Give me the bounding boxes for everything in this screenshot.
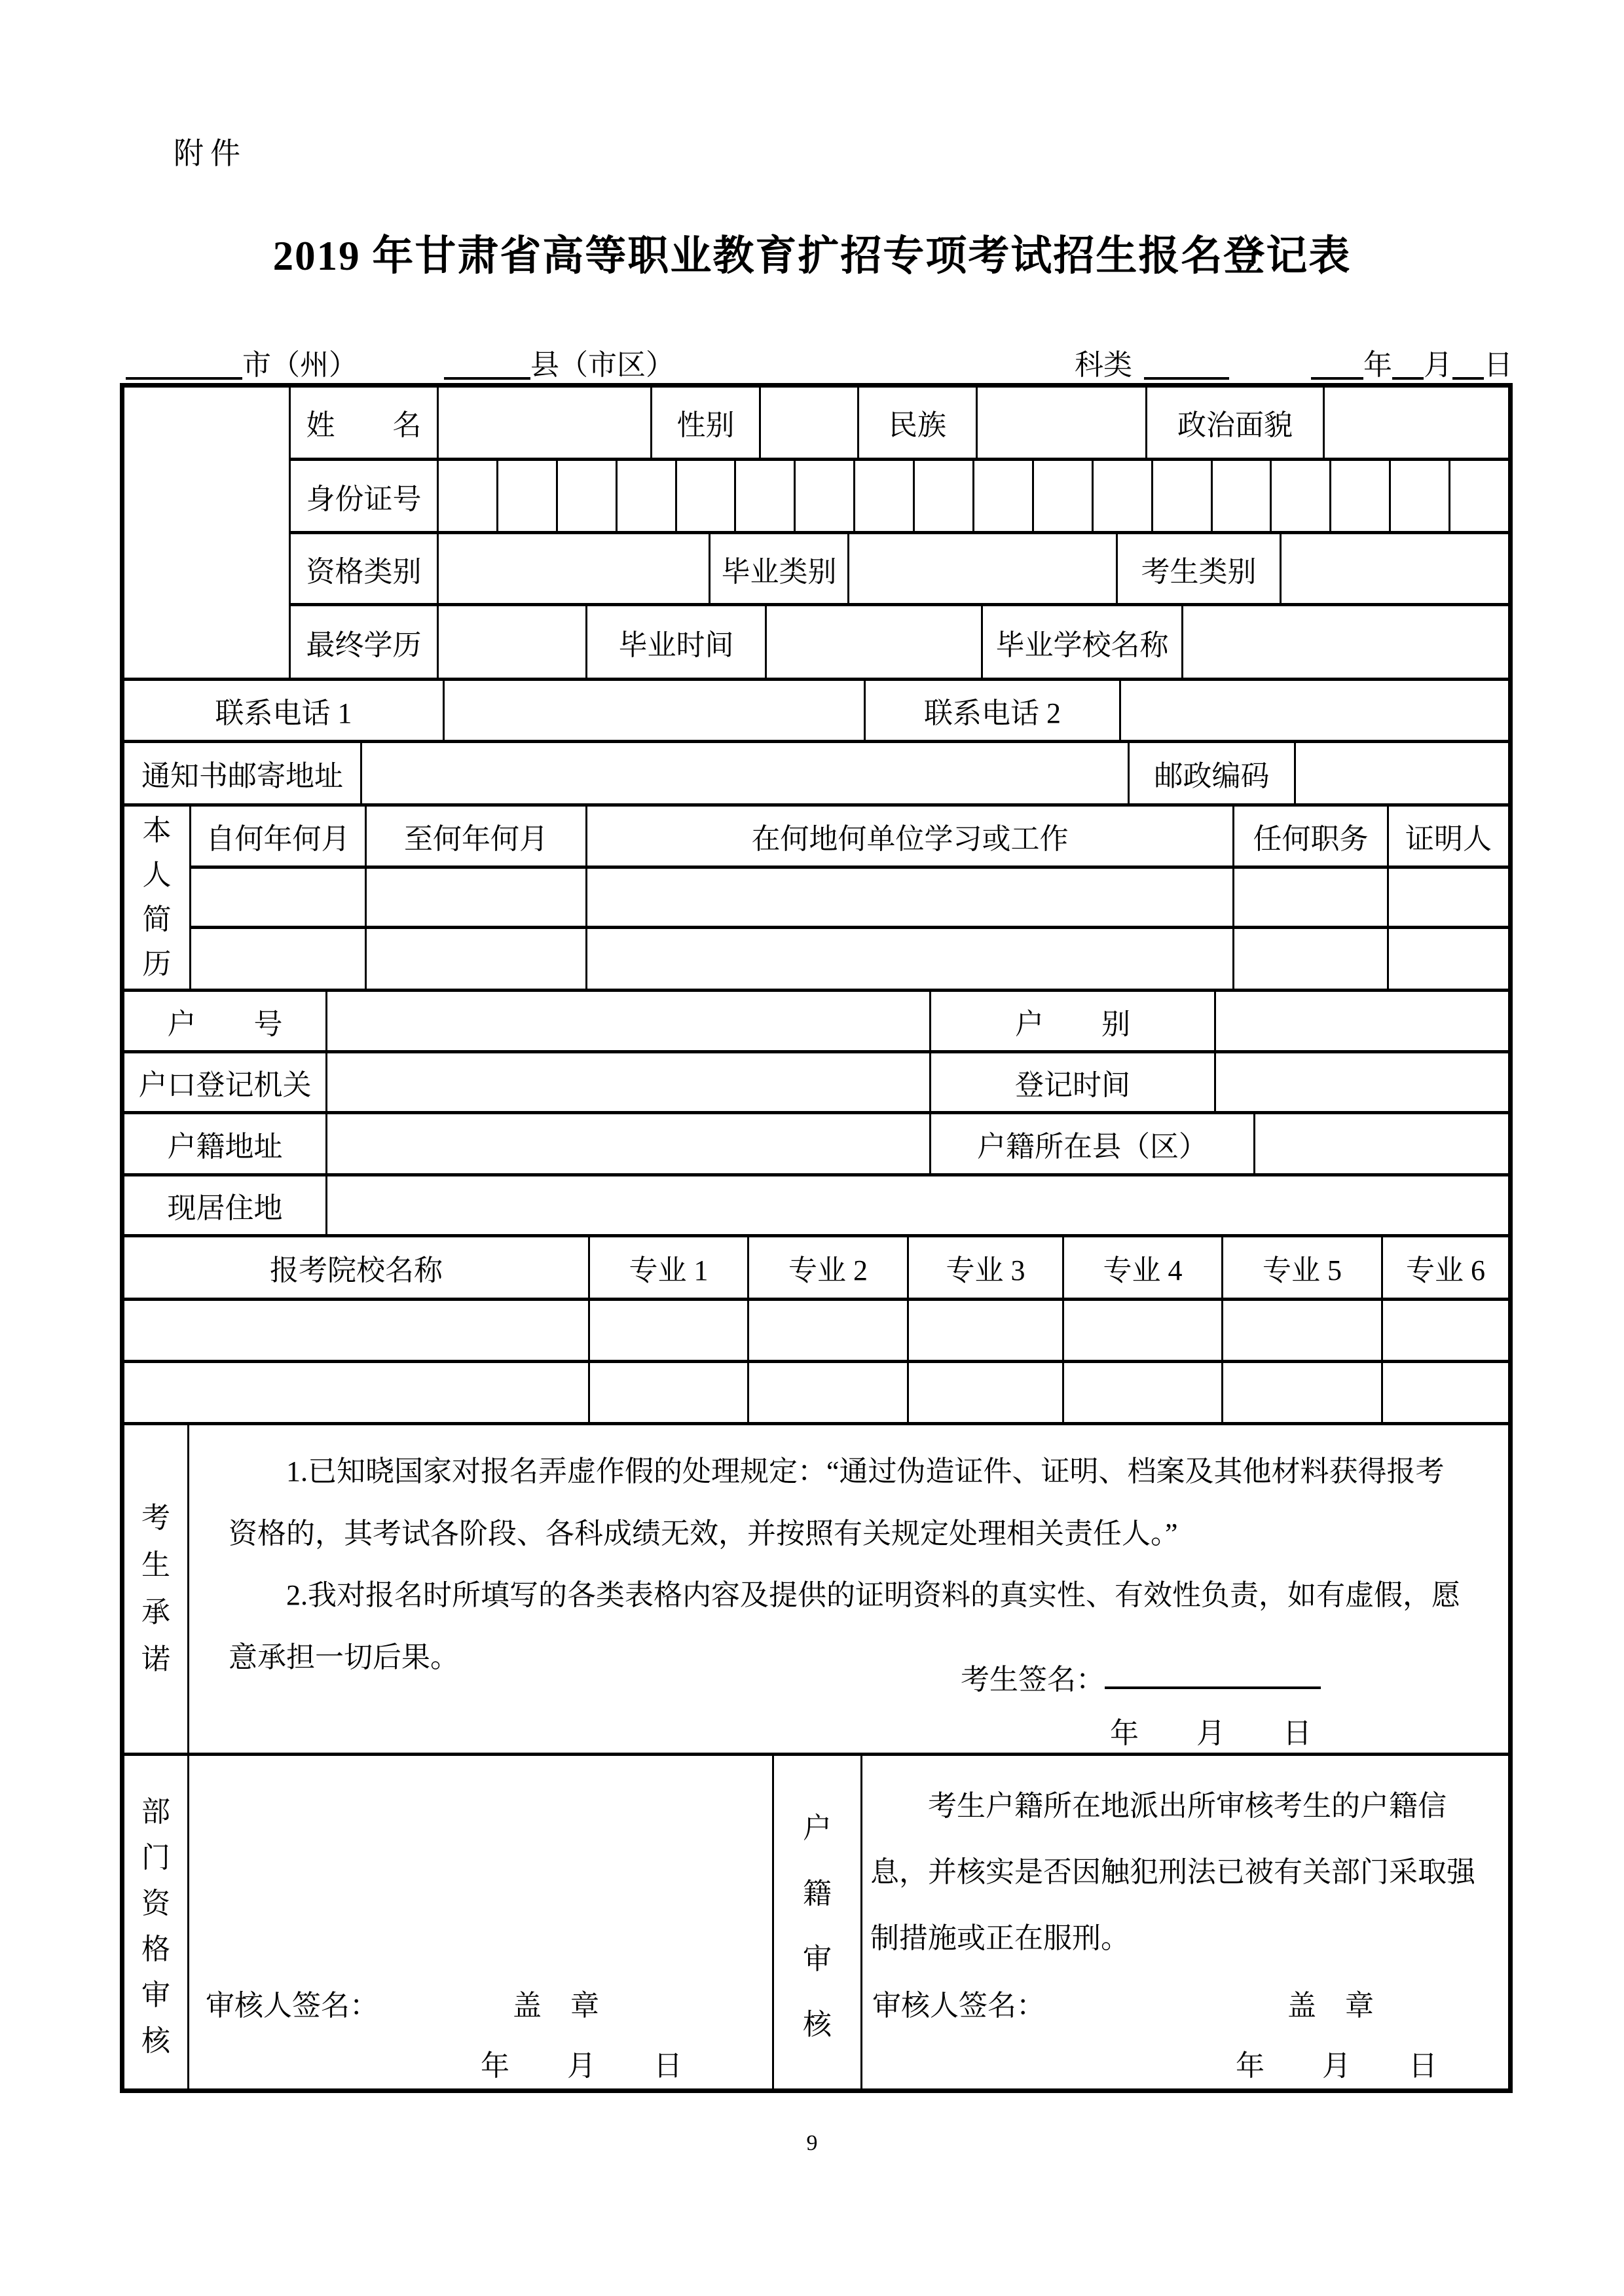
- hukou-sign-row: 审核人签名： 盖 章: [872, 1990, 1374, 2022]
- hukou-type-label: 户 别: [931, 992, 1216, 1050]
- hukou-no-value: [327, 992, 931, 1050]
- promise-paragraph-2: 2.我对报名时所填写的各类表格内容及提供的证明资料的真实性、有效性负责，如有虚假，愿意承担一切后果。: [229, 1579, 1460, 1673]
- id-digit-cell: [1153, 461, 1213, 532]
- hukou-reg-time-label: 登记时间: [931, 1053, 1216, 1111]
- dept-audit-label: 部门资格审核: [124, 1756, 189, 2093]
- dept-date-row: 年 月 日: [481, 2050, 682, 2082]
- id-digit-cell: [1331, 461, 1391, 532]
- id-digit-cell: [974, 461, 1034, 532]
- name-row: [291, 388, 1508, 461]
- apply-cell: [1223, 1301, 1383, 1360]
- resume-section: [124, 807, 1508, 992]
- postal-code-value: [1296, 743, 1508, 803]
- hukou-org-value: [327, 1053, 931, 1111]
- resume-cell: [1234, 869, 1389, 925]
- candidate-type-label: 考生类别: [1118, 534, 1282, 603]
- identity-section: [124, 388, 1508, 681]
- education-row: [291, 606, 1508, 678]
- ethnicity-label: 民族: [859, 388, 978, 458]
- id-digit-cell: [855, 461, 915, 532]
- audit-section: [124, 1756, 1508, 2093]
- residence-value: [327, 1176, 1508, 1234]
- hukou-address-row: [124, 1114, 1508, 1176]
- photo-cell: [124, 388, 291, 678]
- resume-blank-row: [191, 929, 1508, 989]
- resume-cell: [1234, 929, 1389, 989]
- id-digit-cell: [1450, 461, 1508, 532]
- subheader-line: [120, 319, 1513, 381]
- resume-blank-row: [191, 869, 1508, 928]
- phone-row: [124, 681, 1508, 743]
- resume-cell: [1389, 869, 1508, 925]
- city-label: 市（州）: [242, 349, 358, 381]
- id-digit-cell: [1213, 461, 1272, 532]
- apply-cell: [590, 1363, 749, 1422]
- resume-cell: [191, 929, 367, 989]
- major5-label: 专业 5: [1223, 1237, 1383, 1298]
- grad-school-label: 毕业学校名称: [983, 606, 1183, 678]
- education-label: 最终学历: [291, 606, 439, 678]
- candidate-date-line: 年 月 日: [1110, 1717, 1312, 1749]
- resume-cell: [587, 869, 1234, 925]
- dept-audit-cell: [189, 1756, 774, 2093]
- blank-line: [1311, 347, 1363, 380]
- apply-cell: [909, 1363, 1064, 1422]
- apply-cell: [749, 1301, 909, 1360]
- id-digit-cell: [796, 461, 855, 532]
- resume-cell: [191, 869, 367, 925]
- resume-col-from: 自何年何月: [191, 807, 367, 866]
- blank-line: [1452, 347, 1484, 380]
- postal-code-label: 邮政编码: [1130, 743, 1296, 803]
- hukou-county-label: 户籍所在县（区）: [931, 1114, 1255, 1173]
- hukou-seal-label: 盖 章: [1287, 1990, 1374, 2022]
- phone1-value: [445, 681, 866, 740]
- id-digit-cell: [1034, 461, 1094, 532]
- promise-content: [189, 1425, 1508, 1753]
- major2-label: 专业 2: [749, 1237, 909, 1298]
- phone2-value: [1121, 681, 1508, 740]
- grad-time-label: 毕业时间: [587, 606, 767, 678]
- hukou-no-row: [124, 992, 1508, 1053]
- apply-cell: [1383, 1363, 1508, 1422]
- month-label: 月: [1424, 349, 1452, 381]
- mail-address-row: [124, 743, 1508, 807]
- hukou-audit-cell: [862, 1756, 1508, 2093]
- signature-blank-line: [1105, 1656, 1321, 1689]
- dept-sign-row: 审核人签名： 盖 章: [206, 1990, 599, 2022]
- hukou-address-value: [327, 1114, 931, 1173]
- qualification-row: [291, 534, 1508, 606]
- blank-line: [444, 347, 530, 380]
- hukou-county-value: [1255, 1114, 1508, 1173]
- name-label: 姓 名: [291, 388, 439, 458]
- resume-col-witness: 证明人: [1405, 823, 1492, 856]
- page-title: 2019 年甘肃省高等职业教育扩招专项考试招生报名登记表: [272, 233, 1352, 279]
- id-digit-cell: [677, 461, 737, 532]
- page-number: 9: [806, 2131, 818, 2155]
- name-value: [439, 388, 652, 458]
- resume-cell: [587, 929, 1234, 989]
- resume-col-duty: 任何职务: [1234, 807, 1389, 866]
- residence-row: [124, 1176, 1508, 1237]
- application-blank-row: [124, 1301, 1508, 1363]
- hukou-no-label: 户 号: [124, 992, 327, 1050]
- major6-label: 专业 6: [1406, 1254, 1485, 1286]
- qualification-label: 资格类别: [291, 534, 439, 603]
- major1-label: 专业 1: [590, 1237, 749, 1298]
- blank-line: [126, 347, 242, 380]
- political-label: 政治面貌: [1147, 388, 1325, 458]
- day-label: 日: [1484, 349, 1513, 381]
- id-digit-cell: [1272, 461, 1331, 532]
- id-digit-cell: [1094, 461, 1153, 532]
- apply-cell: [1064, 1363, 1223, 1422]
- apply-cell: [749, 1363, 909, 1422]
- resume-cell: [1389, 929, 1508, 989]
- apply-school-label: 报考院校名称: [124, 1237, 590, 1298]
- resume-cell: [367, 869, 587, 925]
- hukou-org-row: [124, 1053, 1508, 1114]
- apply-cell: [1064, 1301, 1223, 1360]
- candidate-sign-line: 考生签名：: [961, 1656, 1321, 1698]
- id-digit-cell: [439, 461, 498, 532]
- qualification-value: [439, 534, 710, 603]
- year-label: 年: [1363, 349, 1392, 381]
- phone1-label: 联系电话 1: [124, 681, 445, 740]
- blank-line: [1144, 347, 1229, 380]
- mail-address-value: [362, 743, 1130, 803]
- apply-cell: [909, 1301, 1064, 1360]
- category-label: 科类: [1075, 349, 1132, 381]
- promise-section-label: 考生承诺: [124, 1425, 189, 1753]
- candidate-type-value: [1282, 534, 1508, 603]
- resume-col-to: 至何年何月: [367, 807, 587, 866]
- hukou-type-value: [1216, 992, 1508, 1050]
- hukou-date-row: 年 月 日: [1236, 2050, 1437, 2082]
- hukou-address-label: 户籍地址: [124, 1114, 327, 1173]
- hukou-reg-time-value: [1216, 1053, 1508, 1111]
- apply-cell: [124, 1301, 590, 1360]
- resume-header-row: [191, 807, 1508, 869]
- promise-paragraph-1: 1.已知晓国家对报名弄虚作假的处理规定：“通过伪造证件、证明、档案及其他材料获得报考资格的，其考试各阶段、各科成绩无效，并按照有关规定处理相关责任人。”: [229, 1455, 1445, 1550]
- promise-section: [124, 1425, 1508, 1756]
- blank-line: [1392, 347, 1424, 380]
- county-label: 县（市区）: [530, 349, 674, 381]
- graduation-type-label: 毕业类别: [710, 534, 849, 603]
- id-digit-cell: [558, 461, 618, 532]
- graduation-type-value: [849, 534, 1118, 603]
- attachment-label: 附件: [174, 137, 247, 170]
- gender-value: [761, 388, 859, 458]
- hukou-audit-note: 考生户籍所在地派出所审核考生的户籍信息，并核实是否因触犯刑法已被有关部门采取强制措施或正在服刑。: [870, 1790, 1475, 1955]
- application-blank-row: [124, 1363, 1508, 1425]
- gender-label: 性别: [652, 388, 761, 458]
- resume-section-label: 本人简历: [124, 807, 191, 989]
- id-digit-cell: [736, 461, 796, 532]
- major3-label: 专业 3: [909, 1237, 1064, 1298]
- application-header-row: [124, 1237, 1508, 1301]
- apply-cell: [124, 1363, 590, 1422]
- grad-school-value: [1183, 606, 1508, 678]
- residence-label: 现居住地: [124, 1176, 327, 1234]
- dept-seal-label: 盖 章: [513, 1990, 599, 2022]
- resume-col-where: 在何地何单位学习或工作: [587, 807, 1234, 866]
- mail-address-label: 通知书邮寄地址: [124, 743, 362, 803]
- ethnicity-value: [978, 388, 1147, 458]
- apply-cell: [1223, 1363, 1383, 1422]
- id-digit-cell: [498, 461, 558, 532]
- id-label: 身份证号: [291, 461, 439, 532]
- political-value: [1325, 388, 1508, 458]
- phone2-label: 联系电话 2: [866, 681, 1121, 740]
- id-digit-cell: [915, 461, 974, 532]
- grad-time-value: [767, 606, 983, 678]
- resume-cell: [367, 929, 587, 989]
- hukou-org-label: 户口登记机关: [124, 1053, 327, 1111]
- apply-cell: [590, 1301, 749, 1360]
- apply-cell: [1383, 1301, 1508, 1360]
- hukou-audit-label: 户籍审核: [774, 1756, 862, 2093]
- major4-label: 专业 4: [1064, 1237, 1223, 1298]
- registration-form-table: [120, 383, 1513, 2093]
- education-value: [439, 606, 587, 678]
- id-digit-cell: [1391, 461, 1450, 532]
- id-digit-cell: [618, 461, 677, 532]
- id-number-row: [291, 461, 1508, 535]
